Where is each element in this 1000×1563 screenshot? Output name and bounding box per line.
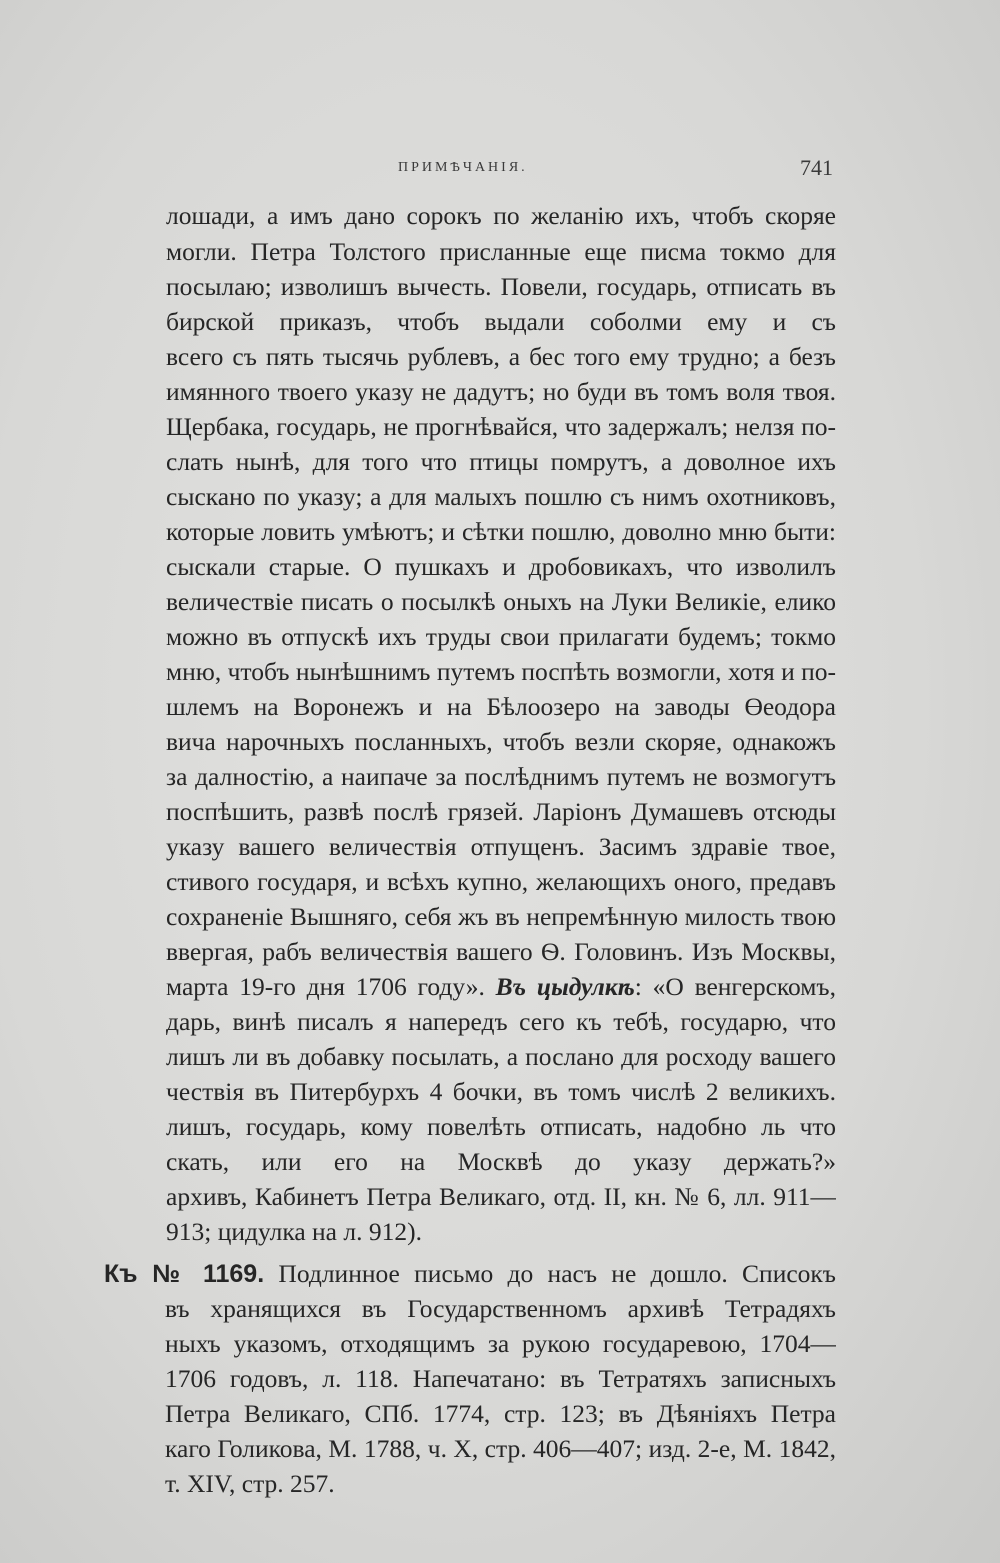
text-line: въ хранящихся въ Государственномъ архивѣ Тетрадяхъ xyxy=(165,1294,836,1323)
text-line: слать нынѣ, для того что птицы помрутъ, а доволное ихъ xyxy=(166,447,836,476)
text-line: ввергая, рабъ величествія вашего Ѳ. Головинъ. Изъ Москвы, xyxy=(166,937,836,966)
text-line: Петра Великаго, СПб. 1774, стр. 123; въ Дѣяніяхъ Петра xyxy=(165,1399,836,1428)
text-line: всего съ пять тысячь рублевъ, а бес того ему трудно; а безъ xyxy=(166,342,836,371)
text-run: : «О венгерскомъ, xyxy=(634,972,836,1001)
note-label: Къ № 1169. xyxy=(104,1260,265,1288)
text-line: вича нарочныхъ посланныхъ, чтобъ везли скоряе, однакожъ xyxy=(166,727,836,756)
text-line: посылаю; изволишъ вычесть. Повели, государь, отписать въ xyxy=(166,272,836,301)
text-line: т. XIV, стр. 257. xyxy=(165,1469,335,1498)
text-line: лишъ ли въ добавку посылать, а послано для росходу вашего xyxy=(166,1042,836,1071)
text-line: поспѣшить, развѣ послѣ грязей. Ларіонъ Думашевъ отсюды xyxy=(166,797,836,826)
text-line: за далностію, а наипаче за послѣднимъ путемъ не возмогутъ xyxy=(166,762,836,791)
text-line: сыскали старые. О пушкахъ и дробовикахъ, что изволилъ xyxy=(166,552,836,581)
text-line: указу вашего величествія отпущенъ. Засимъ здравіе твое, xyxy=(166,832,836,861)
text-line: скать, или его на Москвѣ до указу держать?» xyxy=(166,1147,836,1176)
text-run: Подлинное письмо до насъ не дошло. Списокъ xyxy=(278,1259,836,1288)
text-line: величествіе писать о посылкѣ оныхъ на Луки Великіе, елико xyxy=(166,587,836,616)
text-line: сыскано по указу; а для малыхъ пошлю съ нимъ охотниковъ, xyxy=(166,482,836,511)
italic-term: Въ цыдулкѣ xyxy=(495,972,635,1001)
text-line: архивъ, Кабинетъ Петра Великаго, отд. II, кн. № 6, лл. 911— xyxy=(166,1182,836,1211)
text-line: лошади, а имъ дано сорокъ по желанію ихъ, чтобъ скоряе xyxy=(166,201,836,230)
text-line: могли. Петра Толстого присланные еще писма токмо для xyxy=(166,237,836,266)
text-line: 913; цидулка на л. 912). xyxy=(166,1217,422,1246)
running-header: ПРИМѢЧАНІЯ. xyxy=(398,160,528,175)
text-line: стивого государя, и всѣхъ купно, желающихъ оного, предавъ xyxy=(166,867,836,896)
text-line: мню, чтобъ нынѣшнимъ путемъ поспѣть возмогли, хотя и по- xyxy=(166,657,836,686)
text-line: шлемъ на Воронежъ и на Бѣлоозеро на заводы Өеодора xyxy=(166,692,836,721)
text-line: которые ловить умѣютъ; и сѣтки пошлю, доволно мню быти: xyxy=(166,517,836,546)
text-line: можно въ отпускѣ ихъ труды свои прилагати будемъ; токмо xyxy=(166,622,836,651)
text-line: ныхъ указомъ, отходящимъ за рукою государевою, 1704— xyxy=(165,1329,836,1358)
text-line: 1706 годовъ, л. 118. Напечатано: въ Тетратяхъ записныхъ xyxy=(165,1364,836,1393)
text-line: чествія въ Питербурхъ 4 бочки, въ томъ числѣ 2 великихъ. xyxy=(166,1077,836,1106)
text-line: сохраненіе Вышняго, себя жъ въ непремѣнную милость твою xyxy=(166,902,836,931)
page-number: 741 xyxy=(800,155,833,180)
text-line: каго Голикова, М. 1788, ч. X, стр. 406—407; изд. 2-е, М. 1842, xyxy=(165,1434,836,1463)
note-first-line xyxy=(104,1258,836,1290)
text-line: имянного твоего указу не дадутъ; но буди въ томъ воля твоя. xyxy=(166,377,836,406)
text-line: бирской приказъ, чтобъ выдали соболми ему и съ xyxy=(166,307,836,336)
text-run: марта 19-го дня 1706 году». xyxy=(166,972,496,1001)
text-line: лишъ, государь, кому повелѣть отписать, надобно ль что xyxy=(166,1112,836,1141)
text-line: дарь, винѣ писалъ я напередъ сего къ тебѣ, государю, что xyxy=(166,1007,836,1036)
text-line: Щербака, государь, не прогнѣвайся, что задержалъ; нелзя по- xyxy=(166,412,836,441)
text-line xyxy=(166,971,836,1003)
